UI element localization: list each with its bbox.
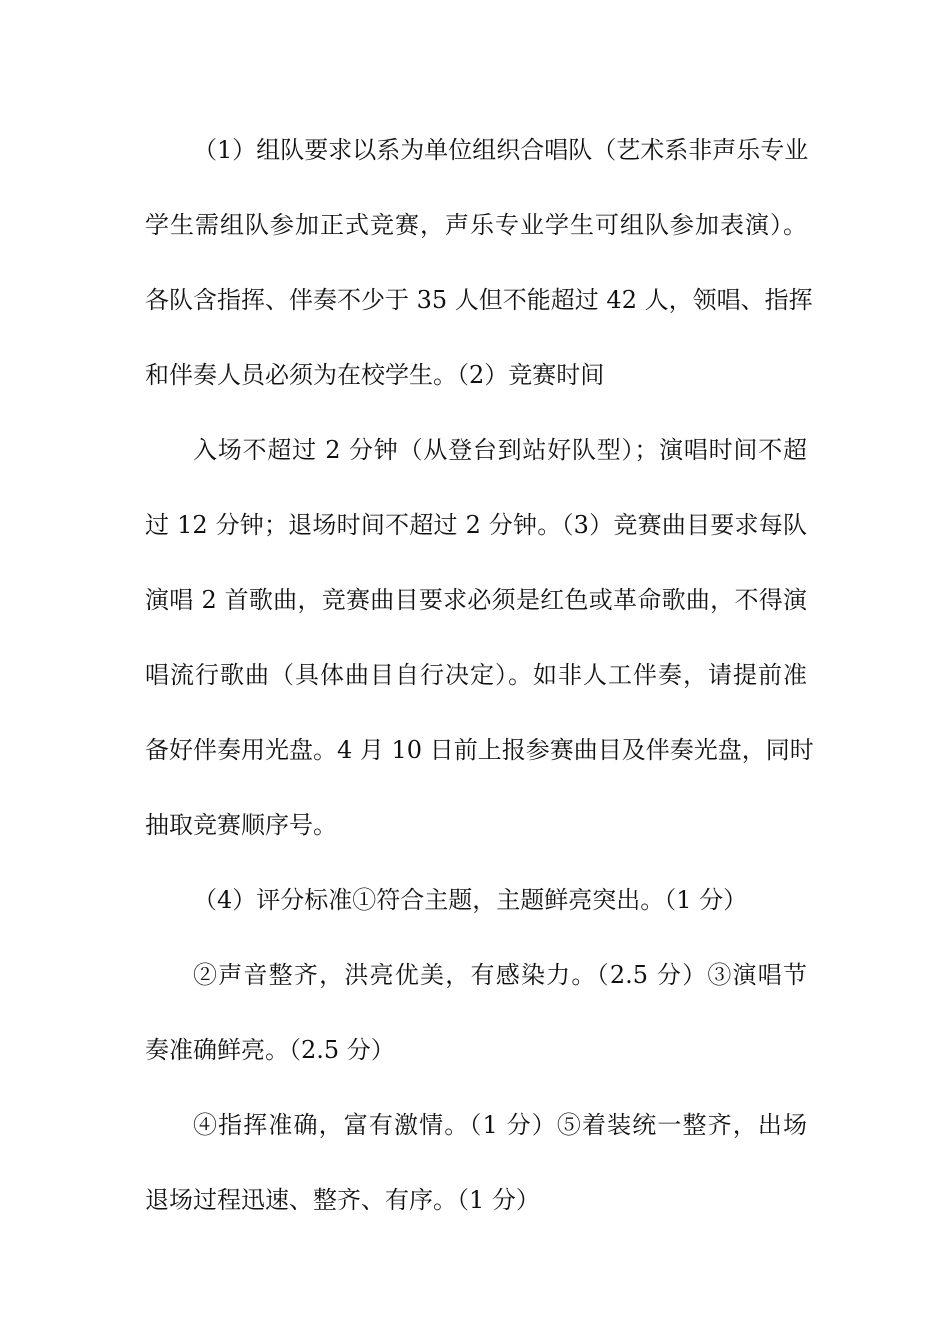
- text-line: ②声音整齐，洪亮优美，有感染力。（2.5 分）③演唱节: [193, 961, 807, 989]
- paragraph-4-line-2: [0, 1030, 950, 1070]
- text-line: 和伴奏人员必须为在校学生。（2）竞赛时间: [145, 361, 605, 389]
- paragraph-2-line-1: [0, 430, 950, 470]
- paragraph-2-line-4: [0, 655, 950, 695]
- text-line: （1）组队要求以系为单位组织合唱队（艺术系非声乐专业: [193, 136, 809, 164]
- text-line: 退场过程迅速、整齐、有序。（1 分）: [145, 1186, 540, 1214]
- paragraph-4-line-1: [0, 955, 950, 995]
- paragraph-2-line-3: [0, 580, 950, 620]
- paragraph-3-line-1: [0, 880, 950, 920]
- text-line: 入场不超过 2 分钟（从登台到站好队型）；演唱时间不超: [193, 436, 807, 464]
- text-line: 学生需组队参加正式竞赛，声乐专业学生可组队参加表演）。: [145, 211, 807, 239]
- text-line: 各队含指挥、伴奏不少于 35 人但不能超过 42 人，领唱、指挥: [145, 286, 813, 314]
- paragraph-1-line-2: [0, 205, 950, 245]
- text-line: 奏准确鲜亮。（2.5 分）: [145, 1036, 395, 1064]
- paragraph-2-line-6: [0, 805, 950, 845]
- text-line: 唱流行歌曲（具体曲目自行决定）。如非人工伴奏，请提前准: [145, 661, 807, 689]
- paragraph-2-line-5: [0, 730, 950, 770]
- text-line: ④指挥准确，富有激情。（1 分）⑤着装统一整齐，出场: [193, 1111, 807, 1139]
- text-line: 演唱 2 首歌曲，竞赛曲目要求必须是红色或革命歌曲，不得演: [145, 586, 807, 614]
- text-line: 过 12 分钟；退场时间不超过 2 分钟。（3）竞赛曲目要求每队: [145, 511, 807, 539]
- text-line: 抽取竞赛顺序号。: [145, 811, 337, 839]
- text-line: 备好伴奏用光盘。4 月 10 日前上报参赛曲目及伴奏光盘，同时: [145, 736, 814, 764]
- paragraph-5-line-2: [0, 1180, 950, 1220]
- paragraph-1-line-4: [0, 355, 950, 395]
- paragraph-2-line-2: [0, 505, 950, 545]
- paragraph-1-line-1: [0, 130, 950, 170]
- paragraph-1-line-3: [0, 280, 950, 320]
- text-line: （4）评分标准①符合主题，主题鲜亮突出。（1 分）: [193, 886, 748, 914]
- paragraph-5-line-1: [0, 1105, 950, 1145]
